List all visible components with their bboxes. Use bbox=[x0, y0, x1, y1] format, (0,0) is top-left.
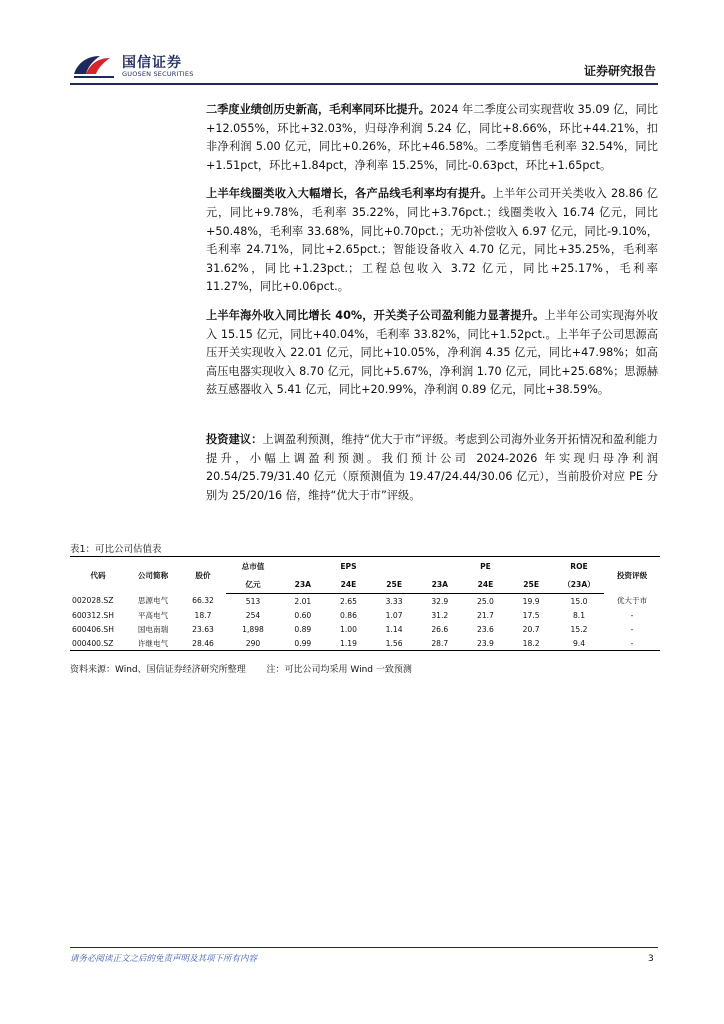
cell-pe: 21.7 bbox=[476, 610, 494, 620]
cell-eps: 0.60 bbox=[294, 610, 312, 620]
header-roe-year: （23A） bbox=[554, 575, 604, 594]
valuation-table-wrapper bbox=[70, 556, 660, 651]
cell-eps: 0.89 bbox=[294, 624, 312, 634]
paragraph-lead: 二季度业绩创历史新高，毛利率同环比提升。 bbox=[206, 103, 430, 116]
cell-pe: 18.2 bbox=[508, 636, 554, 651]
report-type-label: 证券研究报告 bbox=[583, 64, 656, 78]
cell-rating: - bbox=[604, 636, 660, 651]
cell-eps: 1.19 bbox=[326, 636, 372, 651]
cell-name: 国电南瑞 bbox=[137, 624, 169, 634]
header-name: 公司简称 bbox=[126, 557, 180, 594]
cell-price: 23.63 bbox=[192, 624, 214, 634]
header-divider bbox=[70, 83, 658, 85]
paragraph-lead: 上半年线圈类收入大幅增长，各产品线毛利率均有提升。 bbox=[206, 187, 493, 201]
paragraph-product-lines bbox=[206, 185, 658, 297]
table-row bbox=[70, 608, 660, 622]
cell-pe: 26.6 bbox=[431, 624, 449, 634]
header-mktcap-unit: 亿元 bbox=[226, 575, 280, 594]
header-rating: 投资评级 bbox=[604, 557, 660, 594]
header-year: 25E bbox=[508, 575, 554, 594]
page-number: 3 bbox=[648, 954, 654, 964]
header-pe: PE bbox=[417, 557, 554, 576]
cell-eps: 1.07 bbox=[385, 610, 403, 620]
source-note: 注：可比公司均采用 Wind 一致预测 bbox=[266, 665, 412, 675]
cell-price: 18.7 bbox=[194, 610, 212, 620]
logo-chinese-name: 国信证券 bbox=[122, 55, 182, 71]
cell-roe: 15.0 bbox=[570, 596, 588, 606]
header-code: 代码 bbox=[70, 557, 126, 594]
header-price: 股价 bbox=[180, 557, 226, 594]
cell-pe: 17.5 bbox=[522, 610, 540, 620]
cell-price: 66.32 bbox=[192, 596, 214, 606]
cell-mktcap: 290 bbox=[226, 636, 280, 651]
cell-roe: 15.2 bbox=[570, 624, 588, 634]
cell-eps: 1.14 bbox=[385, 624, 403, 634]
paragraph-text: 上半年公司开关类收入 28.86 亿元，同比+9.78%，毛利率 35.22%，同比+3.76pct.；线圈类收入 16.74 亿元，同比+50.48%，毛利率 33.68%，同比+0.70pct.；无功补偿收入 6.97 亿元，同比-9.10%，毛利率 24.71%，同比+2.65pct.；智能设备收入 4.70 亿元，同比+35.25%，毛利率 31.62%，同比+1.23pct.；工程总包收入 3.72 亿元，同比+25.17%，毛利率 11.27%，同比+0.06pct.。 bbox=[206, 187, 658, 294]
header-roe: ROE bbox=[554, 557, 604, 576]
table-row bbox=[70, 594, 660, 609]
table-title: 表1：可比公司估值表 bbox=[70, 544, 162, 555]
report-body bbox=[206, 101, 658, 410]
paragraph-investment bbox=[206, 431, 658, 505]
cell-pe: 23.9 bbox=[463, 636, 509, 651]
paragraph-text: 上半年公司实现海外收入 15.15 亿元，同比+40.04%，毛利率 33.82%，同比+1.52pct.。上半年子公司思源高压开关实现收入 22.01 亿元，同比+10.05%，净利润 4.35 亿元，同比+47.98%；如高高压电器实现收入 8.70 亿元，同比+5.67%，净利润 1.70 亿元，同比+25.68%；思源赫兹互感器收入 5.41 亿元，同比+20.99%，净利润 0.89 亿元，同比+38.59%。 bbox=[206, 308, 658, 397]
cell-name: 许继电气 bbox=[126, 636, 180, 651]
cell-rating: - bbox=[630, 624, 634, 634]
paragraph-overseas bbox=[206, 307, 658, 400]
paragraph-text: 上调盈利预测，维持“优大于市”评级。考虑到公司海外业务开拓情况和盈利能力提升，小幅上调盈利预测。我们预计公司 2024-2026 年实现归母净利润 20.54/25.79/31.40 亿元（原预测值为 19.47/24.44/30.06 亿元），当前股价对应 PE 分别为 25/20/16 倍，维持“优大于市”评级。 bbox=[206, 433, 658, 502]
table-row bbox=[70, 636, 660, 651]
cell-name: 思源电气 bbox=[137, 596, 169, 606]
cell-name: 平高电气 bbox=[137, 610, 169, 620]
table-source bbox=[70, 662, 430, 675]
cell-pe: 20.7 bbox=[522, 624, 540, 634]
header-mktcap: 总市值 bbox=[226, 557, 280, 576]
header-year: 24E bbox=[463, 575, 509, 594]
source-text: 资料来源：Wind、国信证券经济研究所整理 bbox=[70, 665, 246, 675]
header-eps: EPS bbox=[280, 557, 417, 576]
guosen-logo bbox=[70, 50, 210, 82]
cell-mktcap: 1,898 bbox=[242, 624, 264, 634]
paragraph-lead: 上半年海外收入同比增长 40%，开关类子公司盈利能力显著提升。 bbox=[206, 308, 545, 322]
cell-eps: 0.86 bbox=[340, 610, 357, 620]
cell-mktcap: 513 bbox=[245, 596, 261, 606]
guosen-logo-icon bbox=[70, 52, 118, 80]
cell-pe: 25.0 bbox=[476, 596, 494, 606]
cell-code: 600312.SH bbox=[72, 610, 114, 620]
cell-pe: 31.2 bbox=[431, 610, 449, 620]
cell-mktcap: 254 bbox=[245, 610, 261, 620]
cell-rating: 优大于市 bbox=[616, 596, 648, 606]
footer-disclaimer: 请务必阅读正文之后的免责声明及其项下所有内容 bbox=[70, 954, 258, 964]
cell-eps: 0.99 bbox=[280, 636, 326, 651]
paragraph-lead: 投资建议： bbox=[206, 433, 263, 446]
paragraph-text: 2024 年二季度公司实现营收 35.09 亿，同比+12.055%，环比+32.03%，归母净利润 5.24 亿，同比+8.66%，环比+44.21%，扣非净利润 5.00 亿元，同比+0.26%，环比+46.58%。二季度销售毛利率 32.54%，同比+1.51pct，环比+1.84pct，净利率 15.25%，同比-0.63pct，环比+1.65pct。 bbox=[206, 103, 658, 172]
investment-suggestion bbox=[206, 431, 658, 515]
cell-price: 28.46 bbox=[180, 636, 226, 651]
header-year: 23A bbox=[417, 575, 463, 594]
logo-english-name: GUOSEN SECURITIES bbox=[122, 70, 194, 78]
cell-pe: 28.7 bbox=[417, 636, 463, 651]
header-year: 24E bbox=[326, 575, 372, 594]
footer-divider bbox=[70, 947, 658, 948]
cell-eps: 2.01 bbox=[294, 596, 312, 606]
cell-code: 002028.SZ bbox=[72, 596, 114, 606]
cell-rating: - bbox=[630, 610, 634, 620]
cell-code: 000400.SZ bbox=[70, 636, 126, 651]
header-year: 23A bbox=[280, 575, 326, 594]
cell-eps: 1.00 bbox=[340, 624, 357, 634]
cell-eps: 3.33 bbox=[385, 596, 403, 606]
cell-pe: 32.9 bbox=[431, 596, 449, 606]
valuation-table bbox=[70, 556, 660, 651]
header-year: 25E bbox=[371, 575, 417, 594]
cell-roe: 9.4 bbox=[554, 636, 604, 651]
page-header bbox=[70, 50, 660, 82]
table-header-row bbox=[70, 557, 660, 576]
paragraph-q2-performance bbox=[206, 101, 658, 175]
cell-pe: 23.6 bbox=[476, 624, 494, 634]
cell-code: 600406.SH bbox=[72, 624, 114, 634]
table-row bbox=[70, 622, 660, 636]
cell-roe: 8.1 bbox=[572, 610, 586, 620]
cell-eps: 2.65 bbox=[340, 596, 357, 606]
cell-eps: 1.56 bbox=[371, 636, 417, 651]
cell-pe: 19.9 bbox=[522, 596, 540, 606]
